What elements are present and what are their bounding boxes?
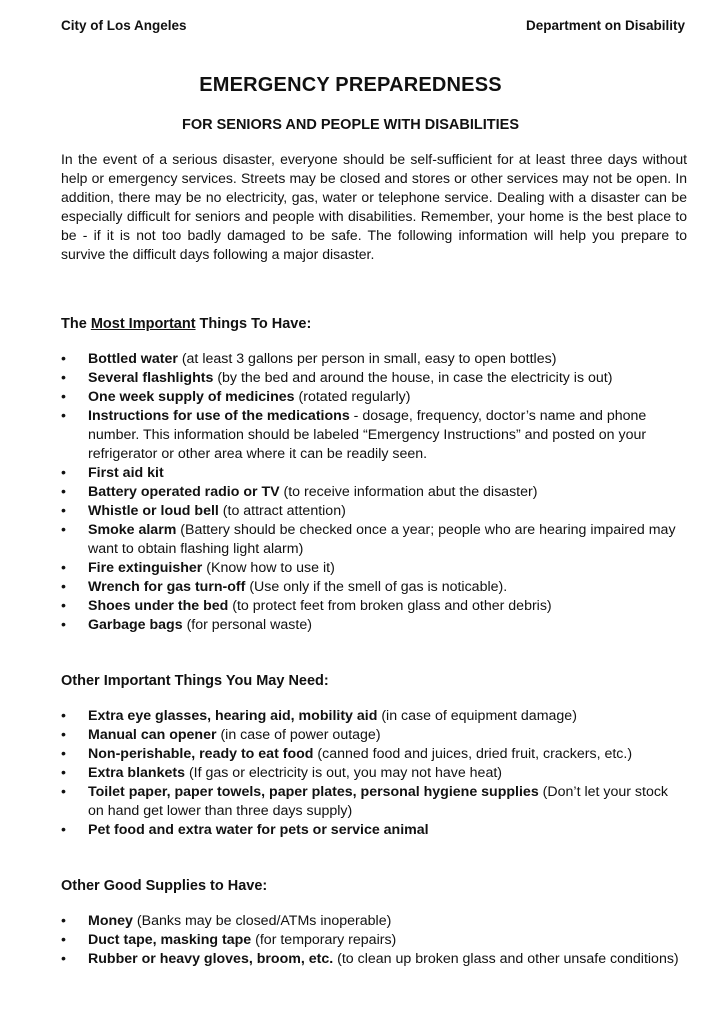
bullet-icon: • (61, 522, 66, 538)
item-title: Rubber or heavy gloves, broom, etc. (88, 951, 334, 967)
bullet-icon: • (61, 579, 66, 595)
item-title: Money (88, 913, 133, 929)
list-item (61, 783, 687, 821)
list-item (61, 745, 687, 764)
list-item (61, 597, 687, 616)
item-title: Several flashlights (88, 370, 214, 386)
bullet-icon: • (61, 913, 66, 929)
item-detail: (Don’t let your stock on hand get lower than three days supply) (88, 784, 669, 819)
item-title: Shoes under the bed (88, 598, 229, 614)
bullet-icon: • (61, 765, 66, 781)
list-item (61, 388, 687, 407)
bullet-icon: • (61, 784, 66, 800)
item-detail: (Battery should be checked once a year; people who are hearing impaired may want to obtain flashing light alarm) (88, 522, 676, 557)
section-heading-most-important (61, 316, 311, 332)
page-title: EMERGENCY PREPAREDNESS (199, 74, 502, 96)
bullet-icon: • (61, 617, 66, 633)
bullet-icon: • (61, 746, 66, 762)
item-detail: (in case of power outage) (216, 727, 381, 743)
item-detail: - dosage, frequency, doctor’s name and phone number. This information should be labeled “Emergency Instructions” and posted on your refrigerator or other area where it can be readily seen. (88, 408, 647, 462)
bullet-icon: • (61, 951, 66, 967)
bullet-icon: • (61, 351, 66, 367)
item-detail: (for personal waste) (182, 617, 312, 633)
intro-paragraph: In the event of a serious disaster, everyone should be self-sufficient for at least three days without help or emergency services. Streets may be closed and stores or other services may not be open. In addition, there may be no electricity, gas, water or telephone service. Dealing with a disaster can be especially difficult for seniors and people with disabilities. Remember, your home is the best place to be - if it is not too badly damaged to be safe. The following information will help you prepare to survive the difficult days following a major disaster. (61, 151, 687, 262)
item-title: Battery operated radio or TV (88, 484, 280, 500)
list-item (61, 764, 687, 783)
item-title: One week supply of medicines (88, 389, 295, 405)
item-title: First aid kit (88, 465, 164, 481)
page-subtitle: FOR SENIORS AND PEOPLE WITH DISABILITIES (181, 117, 519, 133)
item-detail: (in case of equipment damage) (377, 708, 577, 724)
item-title: Extra blankets (88, 765, 185, 781)
item-title: Extra eye glasses, hearing aid, mobility aid (88, 708, 378, 724)
item-detail: (to attract attention) (218, 503, 346, 519)
item-title: Instructions for use of the medications (88, 408, 350, 424)
bullet-icon: • (61, 708, 66, 724)
list-item (61, 502, 687, 521)
bullet-icon: • (61, 932, 66, 948)
list-item (61, 578, 687, 597)
list-item (61, 707, 687, 726)
bullet-icon: • (61, 598, 66, 614)
list-item (61, 369, 687, 388)
item-title: Toilet paper, paper towels, paper plates, personal hygiene supplies (88, 784, 539, 800)
bullet-icon: • (61, 822, 66, 838)
item-title: Fire extinguisher (88, 560, 203, 576)
item-title: Smoke alarm (88, 522, 177, 538)
item-title: Non-perishable, ready to eat food (88, 746, 314, 762)
section-heading-other-important: Other Important Things You May Need: (61, 673, 329, 689)
list-item (61, 950, 687, 969)
bullet-icon: • (61, 560, 66, 576)
bullet-icon: • (61, 727, 66, 743)
item-title: Bottled water (88, 351, 178, 367)
heading-text-post: Things To Have: (195, 316, 312, 332)
bullet-icon: • (61, 408, 66, 424)
item-title: Wrench for gas turn-off (88, 579, 246, 595)
bullet-icon: • (61, 370, 66, 386)
item-detail: (at least 3 gallons per person in small, easy to open bottles) (177, 351, 557, 367)
item-detail: (to receive information abut the disaster) (279, 484, 538, 500)
item-title: Garbage bags (88, 617, 183, 633)
header-organization: City of Los Angeles (61, 18, 187, 33)
item-detail: (by the bed and around the house, in case the electricity is out) (213, 370, 613, 386)
other-important-list (61, 707, 687, 840)
section-heading-good-supplies: Other Good Supplies to Have: (61, 878, 268, 894)
list-item (61, 559, 687, 578)
list-item (61, 912, 687, 931)
bullet-icon: • (61, 465, 66, 481)
item-title: Whistle or loud bell (88, 503, 219, 519)
item-detail: (rotated regularly) (294, 389, 411, 405)
item-detail: (Use only if the smell of gas is noticable). (245, 579, 508, 595)
list-item (61, 726, 687, 745)
item-title: Manual can opener (88, 727, 217, 743)
list-item (61, 350, 687, 369)
item-detail: (to clean up broken glass and other unsafe conditions) (333, 951, 679, 967)
list-item (61, 521, 687, 559)
heading-text-pre: The (61, 316, 91, 332)
most-important-list (61, 350, 687, 635)
item-detail: (to protect feet from broken glass and other debris) (228, 598, 552, 614)
list-item (61, 464, 687, 483)
header-department: Department on Disability (525, 18, 685, 33)
item-title: Duct tape, masking tape (88, 932, 252, 948)
bullet-icon: • (61, 389, 66, 405)
item-detail: (for temporary repairs) (251, 932, 397, 948)
list-item (61, 821, 687, 840)
bullet-icon: • (61, 484, 66, 500)
item-detail: (Banks may be closed/ATMs inoperable) (132, 913, 392, 929)
item-detail: (canned food and juices, dried fruit, crackers, etc.) (313, 746, 633, 762)
heading-text-underlined: Most Important (90, 316, 196, 332)
item-detail: (If gas or electricity is out, you may not have heat) (185, 765, 502, 781)
item-detail: (Know how to use it) (202, 560, 335, 576)
good-supplies-list (61, 912, 687, 969)
list-item (61, 483, 687, 502)
list-item (61, 616, 687, 635)
list-item (61, 931, 687, 950)
list-item (61, 407, 687, 464)
bullet-icon: • (61, 503, 66, 519)
item-title: Pet food and extra water for pets or service animal (88, 822, 429, 838)
